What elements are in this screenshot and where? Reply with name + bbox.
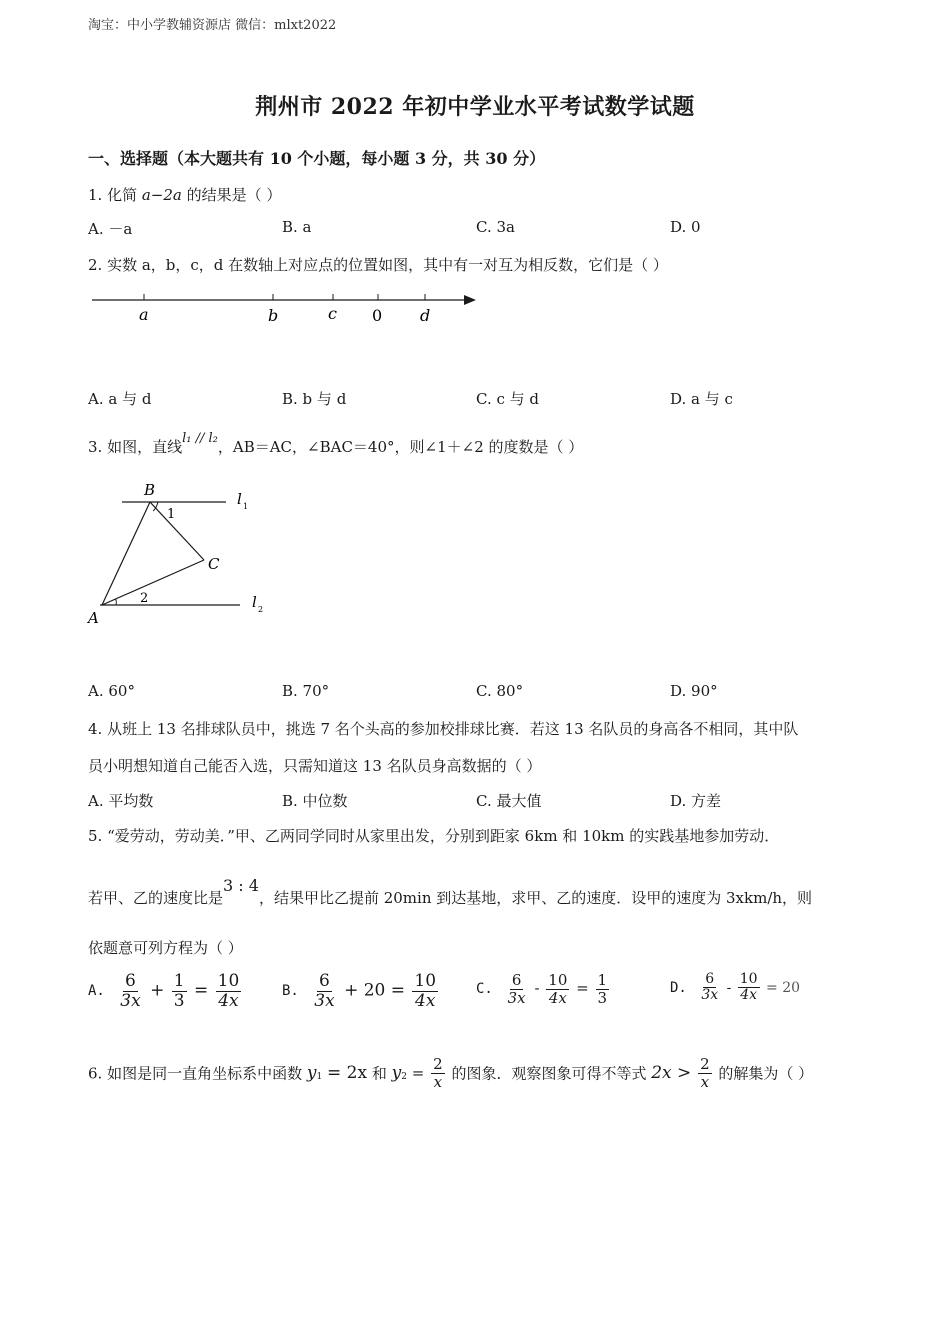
q3-option-d[interactable]: D. 90° xyxy=(670,682,718,700)
q2-option-c[interactable]: C. c 与 d xyxy=(476,390,540,408)
label-l1-sub: 1 xyxy=(243,502,249,511)
question-1-stem: 1. 化简 a−2a 的结果是（ ） xyxy=(88,186,282,204)
q5-option-a[interactable]: A. $\frac{6}{3x}$ + $\frac{1}{3}$ = $\frac{10}{4x}$ xyxy=(88,971,240,1011)
question-4-line-2: 员小明想知道自己能否入选，只需知道这 13 名队员身高数据的（ ） xyxy=(88,757,542,775)
label-a: A xyxy=(88,609,99,627)
q4-option-c[interactable]: C. 最大值 xyxy=(476,792,542,810)
segment-ab xyxy=(102,502,150,605)
q1-option-a[interactable]: A. －a xyxy=(88,220,133,238)
number-line-figure xyxy=(88,286,488,330)
question-3-stem: 3. 如图，直线l₁ // l₂，AB＝AC，∠BAC＝40°，则∠1＋∠2 的度数是（ ） xyxy=(88,431,584,456)
q2-option-d[interactable]: D. a 与 c xyxy=(670,390,733,408)
q5-option-d[interactable]: D. $\frac{6}{3x}$ - $\frac{10}{4x}$ = 20 xyxy=(670,971,801,1004)
question-6-stem: 6. 如图是同一直角坐标系中函数 $y_1 = 2x$ 和 $y_2$ = $\frac{2}{x}$ 的图象．观察图象可得不等式 2x > $\frac{2}{x}$ 的解集为（ ） xyxy=(88,1055,814,1091)
q3-option-b[interactable]: B. 70° xyxy=(282,682,330,700)
q2-option-b[interactable]: B. b 与 d xyxy=(282,390,347,408)
q4-option-a[interactable]: A. 平均数 xyxy=(88,792,154,810)
label-l2-sub: 2 xyxy=(258,605,264,614)
q3-option-a[interactable]: A. 60° xyxy=(88,682,135,700)
q5-option-c[interactable]: C. $\frac{6}{3x}$ - $\frac{10}{4x}$ = $\frac{1}{3}$ xyxy=(476,971,608,1007)
q3-option-c[interactable]: C. 80° xyxy=(476,682,524,700)
angle-2-arc xyxy=(115,599,116,605)
label-0: 0 xyxy=(372,306,383,325)
q5-option-b[interactable]: B. $\frac{6}{3x}$ + 20 = $\frac{10}{4x}$ xyxy=(282,971,437,1011)
q4-option-d[interactable]: D. 方差 xyxy=(670,792,722,810)
question-5-line-3: 依题意可列方程为（ ） xyxy=(88,939,243,957)
question-4-line-1: 4. 从班上 13 名排球队员中，挑选 7 名个头高的参加校排球比赛．若这 13 名队员的身高各不相同，其中队 xyxy=(88,720,799,738)
question-5-line-1: 5. “爱劳动，劳动美．”甲、乙两同学同时从家里出发，分别到距家 6km 和 10km 的实践基地参加劳动． xyxy=(88,827,780,845)
label-l2: l xyxy=(252,593,257,611)
q4-option-b[interactable]: B. 中位数 xyxy=(282,792,348,810)
label-d: d xyxy=(420,306,431,325)
label-c: C xyxy=(208,555,220,573)
q1-option-b[interactable]: B. a xyxy=(282,218,312,236)
section-heading: 一、选择题（本大题共有 10 个小题，每小题 3 分，共 30 分） xyxy=(88,149,546,168)
q1-option-d[interactable]: D. 0 xyxy=(670,218,701,236)
question-5-options xyxy=(88,972,868,1022)
label-c: c xyxy=(328,304,337,323)
q2-option-a[interactable]: A. a 与 d xyxy=(88,390,152,408)
label-angle-2: 2 xyxy=(140,591,149,606)
q1-option-c[interactable]: C. 3a xyxy=(476,218,515,236)
page-header: 淘宝：中小学教辅资源店 微信：mlxt2022 xyxy=(88,18,337,33)
label-l1: l xyxy=(237,490,242,508)
page-title: 荆州市 2022 年初中学业水平考试数学试题 xyxy=(255,94,695,120)
label-a: a xyxy=(139,305,149,324)
label-b: b xyxy=(268,306,279,325)
question-5-line-2: 若甲、乙的速度比是3 : 4，结果甲比乙提前 20min 到达基地，求甲、乙的速度．设甲的速度为 3xkm/h，则 xyxy=(88,876,813,907)
speed-ratio: 3 : 4 xyxy=(223,876,259,895)
label-angle-1: 1 xyxy=(167,507,176,522)
question-2-stem: 2. 实数 a，b，c，d 在数轴上对应点的位置如图，其中有一对互为相反数，它们是（ ） xyxy=(88,256,668,274)
segment-ac xyxy=(102,560,204,605)
triangle-figure xyxy=(84,476,284,631)
label-b: B xyxy=(144,481,156,499)
axis-arrow-icon xyxy=(464,295,476,305)
segment-bc xyxy=(150,502,204,560)
